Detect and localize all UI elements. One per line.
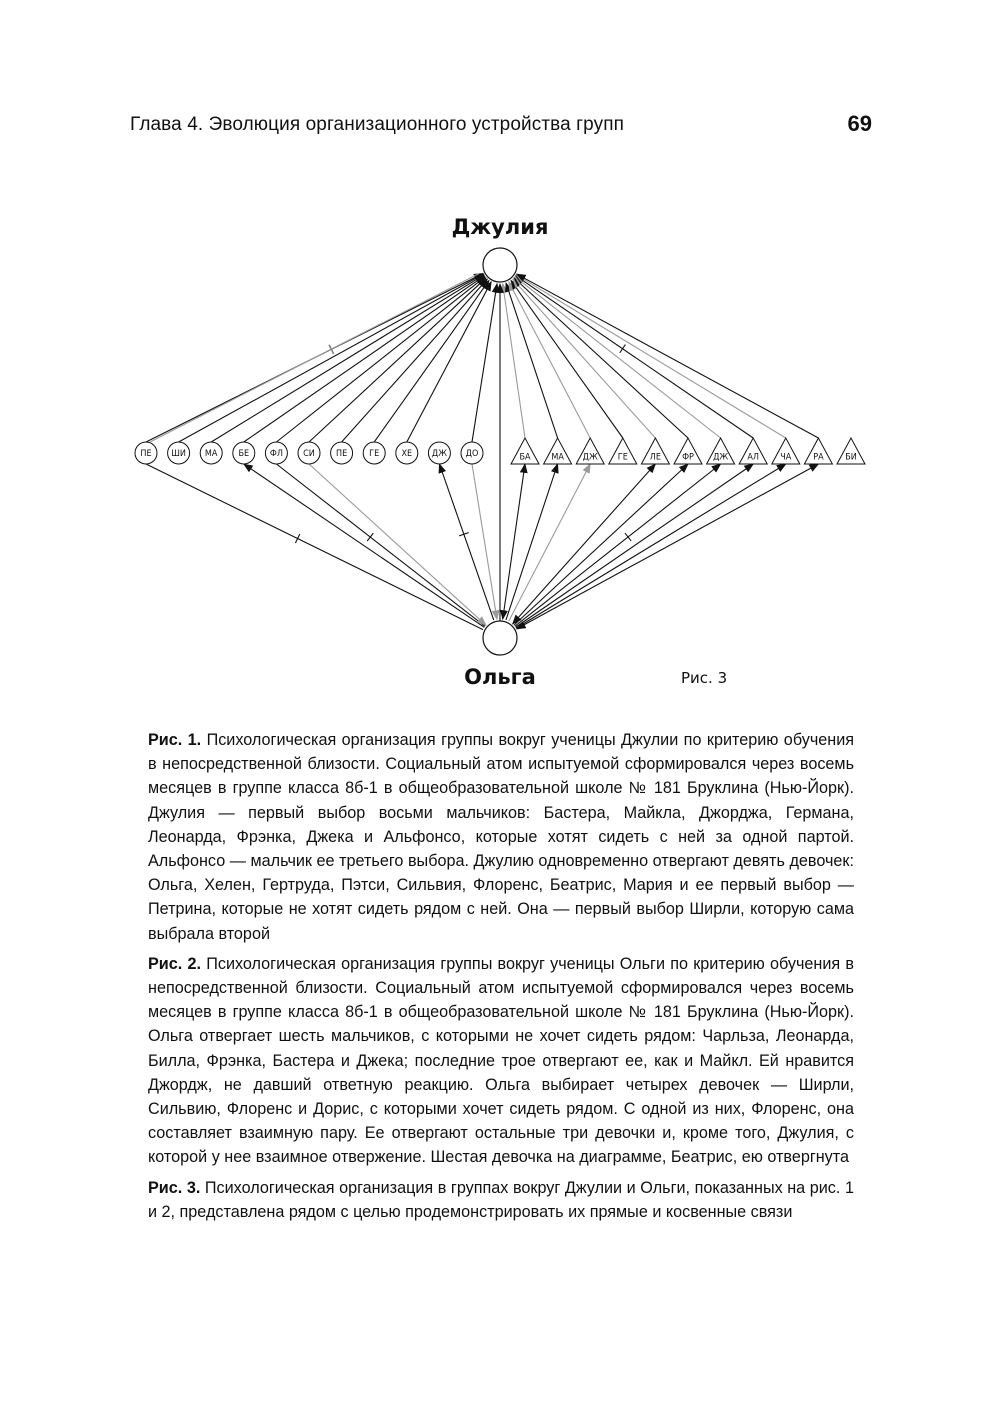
girl-node-label: ДО bbox=[465, 449, 479, 459]
boy-node bbox=[772, 438, 800, 464]
relation-edge bbox=[511, 280, 623, 438]
caption-text: Психологическая организация группы вокруг ученицы Ольги по критерию обучения в непосредственной близости. Социальный атом испытуемой сформировался через восемь месяцев в группе класса 8б-1 в общеобразовательной школе № 181 Бруклина (Нью-Йорк). Ольга отвергает шесть мальчиков, с которыми не хочет сидеть рядом: Чарльза, Леонарда, Билла, Фрэнка, Бастера и Джека; последние трое отвергают ее, как и Майкл. Ей нравится Джордж, не давший ответную реакцию. Ольга выбирает четырех девочек — Ширли, Сильвию, Флоренс и Дорис, с которыми хочет сидеть рядом. С одной из них, Флоренс, она составляет взаимную пару. Ее отвергают остальные три девочки и, кроме того, Джулия, с которой у нее взаимное отвержение. Шестая девочка на диаграмме, Беатрис, ею отвергнута bbox=[148, 954, 854, 1167]
girl-node bbox=[396, 442, 418, 464]
boy-node bbox=[609, 438, 637, 464]
relation-edge bbox=[515, 464, 721, 626]
girl-node-label: ПЕ bbox=[335, 449, 348, 459]
relation-edge bbox=[146, 464, 483, 630]
relation-edge bbox=[472, 464, 497, 619]
boy-node-label: ДЖ bbox=[582, 452, 598, 463]
rejection-tick bbox=[295, 534, 299, 543]
boy-node-label: АЛ bbox=[747, 452, 760, 463]
relation-edge bbox=[342, 279, 488, 442]
relation-edge bbox=[211, 275, 484, 442]
girl-node-label: ФЛ bbox=[269, 449, 283, 459]
boy-node bbox=[837, 438, 865, 464]
caption-text: Психологическая организация в группах вокруг Джулии и Ольги, показанных на рис. 1 и 2, представлена рядом с целью продемонстрировать их прямые и косвенные связи bbox=[148, 1178, 854, 1221]
page-number: 69 bbox=[847, 111, 872, 136]
relation-edge bbox=[309, 278, 486, 442]
girl-node-label: ГЕ bbox=[369, 449, 380, 459]
relation-edge bbox=[513, 464, 656, 624]
relation-edge bbox=[179, 274, 484, 442]
girl-node-label: ХЕ bbox=[401, 449, 413, 459]
olga-label: Ольга bbox=[464, 665, 536, 689]
caption-fig-3 bbox=[148, 1176, 854, 1224]
girl-node-label: БЕ bbox=[238, 449, 250, 459]
boy-node-label: БА bbox=[519, 452, 531, 463]
caption-fig-2 bbox=[148, 952, 854, 1170]
caption-label: Рис. 3. bbox=[148, 1178, 201, 1197]
girl-node-label: СИ bbox=[303, 449, 315, 459]
boy-node-label: ЧА bbox=[780, 452, 792, 463]
olga-node bbox=[483, 621, 517, 655]
rejection-tick bbox=[620, 345, 626, 353]
relation-edge bbox=[472, 284, 497, 442]
girl-node bbox=[200, 442, 222, 464]
boy-node-label: БИ bbox=[845, 452, 857, 463]
relation-edge bbox=[514, 464, 688, 625]
boy-node bbox=[804, 438, 832, 464]
relation-edge bbox=[513, 279, 656, 438]
relation-edge bbox=[276, 277, 485, 442]
boy-node bbox=[674, 438, 702, 464]
boy-node-label: ГЕ bbox=[617, 452, 628, 463]
boy-node bbox=[707, 438, 735, 464]
girl-node bbox=[428, 442, 450, 464]
boy-node bbox=[576, 438, 604, 464]
girl-node bbox=[135, 442, 157, 464]
relation-edge bbox=[517, 464, 819, 629]
boy-node bbox=[641, 438, 669, 464]
girl-node bbox=[363, 442, 385, 464]
figure-label: Рис. 3 bbox=[681, 669, 728, 687]
running-head: Глава 4. Эволюция организационного устройства групп bbox=[130, 114, 625, 135]
girl-node bbox=[168, 442, 190, 464]
relation-edge bbox=[516, 275, 786, 438]
relation-edge bbox=[517, 274, 819, 438]
girl-node bbox=[461, 442, 483, 464]
relation-edge bbox=[515, 277, 721, 438]
girl-node-label: ДЖ bbox=[431, 449, 447, 459]
relation-edge bbox=[150, 273, 479, 442]
sociogram-diagram bbox=[0, 200, 1000, 700]
caption-label: Рис. 1. bbox=[148, 731, 202, 749]
rejection-tick bbox=[625, 533, 631, 541]
relation-edge bbox=[374, 280, 489, 442]
figure-captions bbox=[148, 728, 854, 1230]
relation-edge bbox=[516, 464, 754, 627]
relation-edge bbox=[276, 464, 485, 626]
rejection-tick bbox=[367, 533, 373, 541]
boy-node bbox=[511, 438, 539, 464]
relation-edge bbox=[516, 276, 754, 438]
girl-node bbox=[233, 442, 255, 464]
boy-node bbox=[739, 438, 767, 464]
girl-node-label: ПЕ bbox=[140, 449, 152, 459]
girl-node-label: ШИ bbox=[171, 449, 186, 459]
relation-edge bbox=[516, 464, 786, 628]
boy-node-label: ЛЕ bbox=[649, 452, 662, 463]
caption-text: Психологическая организация группы вокруг ученицы Джулии по критерию обучения в непосредственной близости. Социальный атом испытуемой сформировался через восемь месяцев в группе класса 8б-1 в общеобразовательной школе № 181 Бруклина (Нью-Йорк). Джулия — первый выбор восьми мальчиков: Бастера, Майкла, Джорджа, Германа, Леонарда, Фрэнка, Джека и Альфонсо, которые хотят сидеть с ней за одной партой. Альфонсо — мальчик ее третьего выбора. Джулию одновременно отвергают девять девочек: Ольга, Хелен, Гертруда, Пэтси, Сильвия, Флоренс, Беатрис, Мария и ее первый выбор — Петрина, которые не хотят сидеть рядом с ней. Она — первый выбор Ширли, которую сама выбрала второй bbox=[148, 731, 855, 943]
girl-node bbox=[298, 442, 320, 464]
girl-node-label: МА bbox=[204, 449, 218, 459]
caption-label: Рис. 2. bbox=[148, 954, 201, 973]
girl-node bbox=[331, 442, 353, 464]
boy-node bbox=[544, 438, 572, 464]
boy-node-label: ДЖ bbox=[713, 452, 729, 463]
caption-fig-1 bbox=[148, 728, 854, 946]
girl-node bbox=[265, 442, 287, 464]
relation-edge bbox=[309, 464, 486, 625]
boy-node-label: МА bbox=[551, 452, 564, 463]
julia-label: Джулия bbox=[451, 215, 549, 239]
boy-node-label: ФР bbox=[682, 452, 694, 463]
boy-node-label: РА bbox=[813, 452, 824, 463]
relation-edge bbox=[514, 278, 688, 438]
julia-node bbox=[483, 248, 517, 282]
